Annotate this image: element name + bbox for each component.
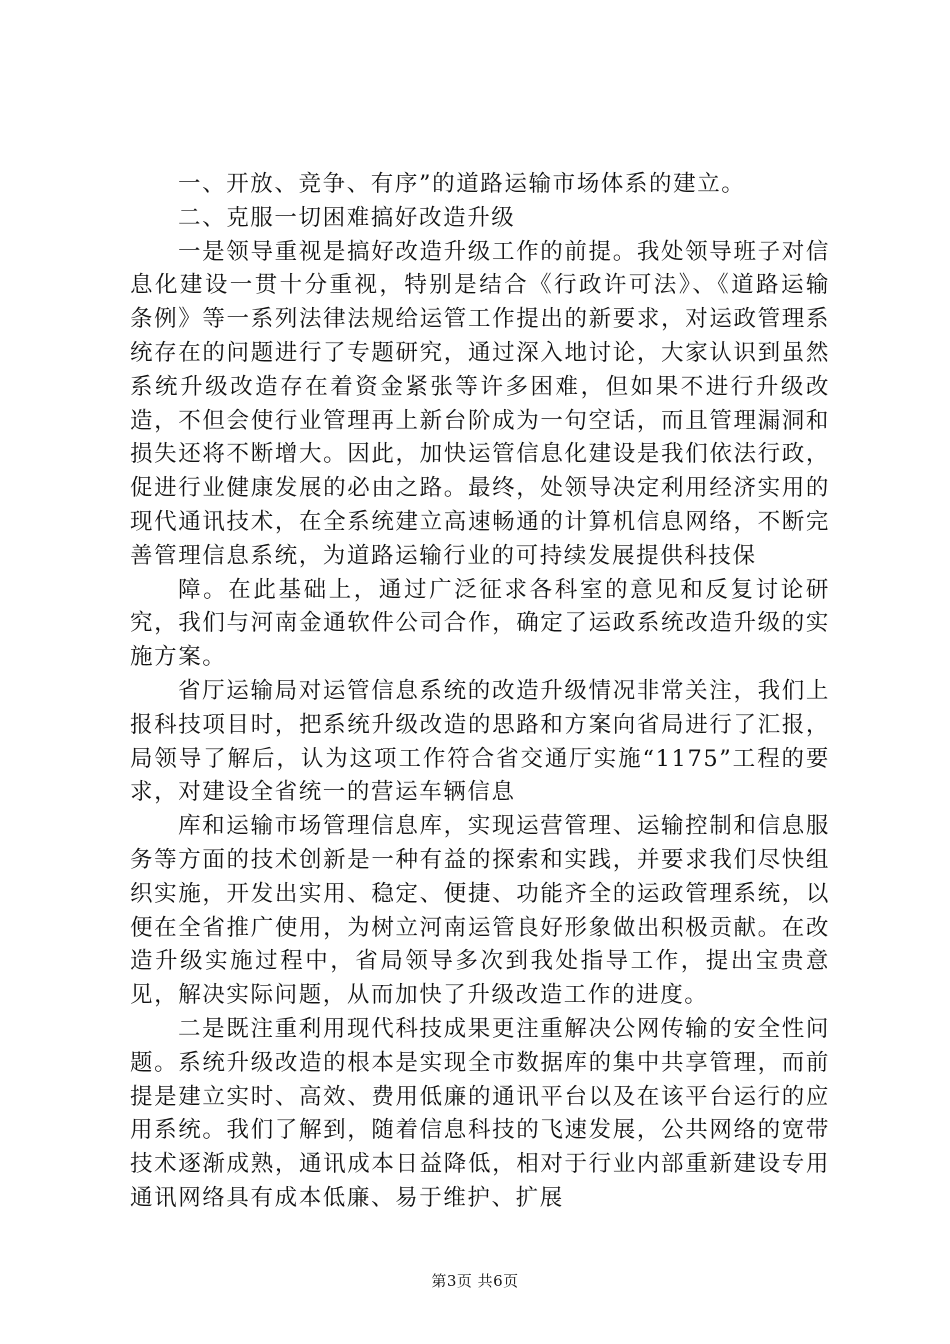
page-number-footer: 第3页 共6页 [431,1272,519,1290]
paragraph: 省厅运输局对运管信息系统的改造升级情况非常关注，我们上报科技项目时，把系统升级改造的思路和方案向省局进行了汇报，局领导了解后，认为这项工作符合省交通厅实施“1175”工程的要求，对建设全省统一的营运车辆信息 [130,677,830,806]
paragraph: 障。在此基础上，通过广泛征求各科室的意见和反复讨论研究，我们与河南金通软件公司合作，确定了运政系统改造升级的实施方案。 [130,576,830,671]
paragraph: 库和运输市场管理信息库，实现运营管理、运输控制和信息服务等方面的技术创新是一种有益的探索和实践，并要求我们尽快组织实施，开发出实用、稳定、便捷、功能齐全的运政管理系统，以便在全省推广使用，为树立河南运管良好形象做出积极贡献。在改造升级实施过程中，省局领导多次到我处指导工作，提出宝贵意见，解决实际问题，从而加快了升级改造工作的进度。 [130,813,830,1009]
paragraph: 一、开放、竞争、有序”的道路运输市场体系的建立。 [178,171,746,197]
paragraph: 二是既注重利用现代科技成果更注重解决公网传输的安全性问题。系统升级改造的根本是实现全市数据库的集中共享管理，而前提是建立实时、高效、费用低廉的通讯平台以及在该平台运行的应用系统。我们了解到，随着信息科技的飞速发展，公共网络的宽带技术逐渐成熟，通讯成本日益降低，相对于行业内部重新建设专用通讯网络具有成本低廉、易于维护、扩展 [130,1015,830,1211]
document-body [130,168,830,1216]
paragraph: 一是领导重视是搞好改造升级工作的前提。我处领导班子对信息化建设一贯十分重视，特别是结合《行政许可法》、《道路运输条例》等一系列法律法规给运管工作提出的新要求，对运政管理系统存在的问题进行了专题研究，通过深入地讨论，大家认识到虽然系统升级改造存在着资金紧张等许多困难，但如果不进行升级改造，不但会使行业管理再上新台阶成为一句空话，而且管理漏洞和损失还将不断增大。因此，加快运管信息化建设是我们依法行政，促进行业健康发展的必由之路。最终，处领导决定利用经济实用的现代通讯技术，在全系统建立高速畅通的计算机信息网络，不断完善管理信息系统，为道路运输行业的可持续发展提供科技保 [130,238,830,569]
section-heading: 二、克服一切困难搞好改造升级 [178,204,516,231]
